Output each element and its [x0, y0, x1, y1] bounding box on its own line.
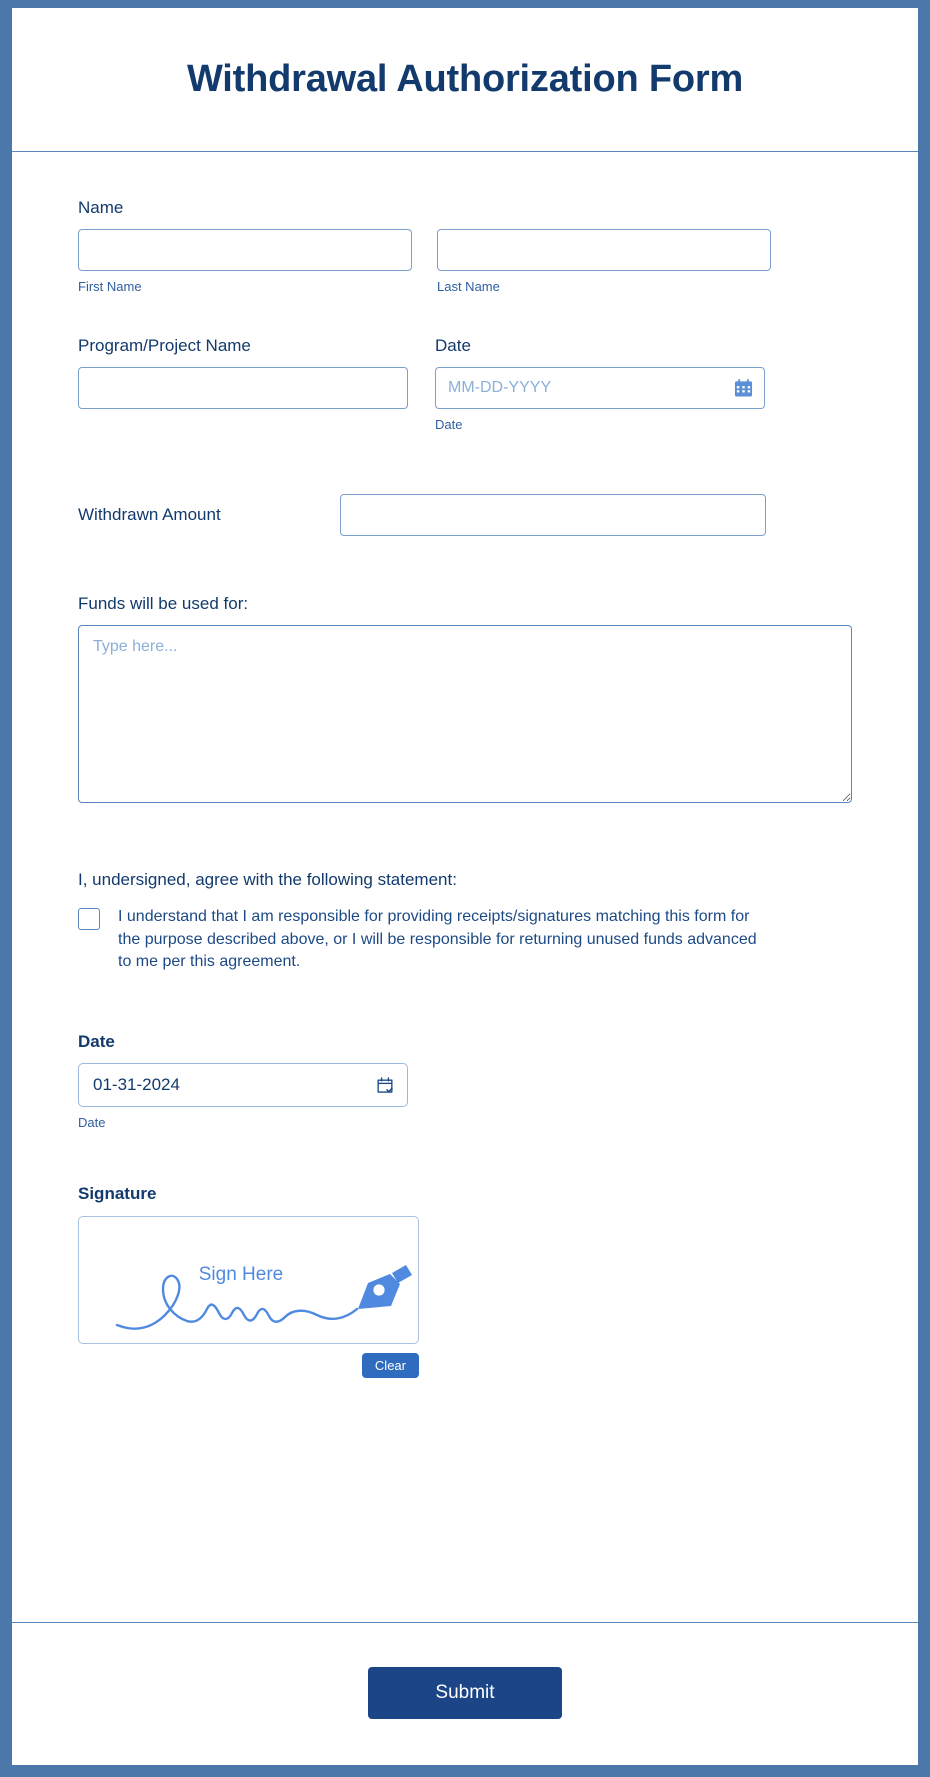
- name-row: [78, 229, 852, 294]
- funds-textarea[interactable]: [78, 625, 852, 803]
- program-date-sublabel: Date: [435, 417, 463, 432]
- program-name-input[interactable]: [78, 367, 408, 409]
- agreement-section: [78, 870, 852, 974]
- first-name-sublabel: First Name: [78, 279, 142, 294]
- withdrawn-amount-input[interactable]: [340, 494, 766, 536]
- agreement-checkbox[interactable]: [78, 908, 100, 930]
- signed-date-sublabel: Date: [78, 1115, 106, 1131]
- name-label: Name: [78, 198, 124, 217]
- first-name-group: [78, 229, 412, 294]
- withdrawn-amount-row: [78, 494, 852, 536]
- signed-date-input[interactable]: [78, 1063, 408, 1107]
- signature-section: [78, 1184, 852, 1378]
- signed-date-wrap: [78, 1063, 408, 1107]
- signature-scribble-icon: [79, 1217, 419, 1344]
- form-header: [12, 8, 918, 152]
- program-name-label: Program/Project Name: [78, 336, 251, 355]
- signature-pad[interactable]: [78, 1216, 419, 1344]
- form-body: [12, 152, 918, 1578]
- program-date-wrap: [435, 367, 765, 409]
- program-name-group: [78, 336, 408, 432]
- page-title: Withdrawal Authorization Form: [186, 58, 744, 100]
- signature-label: Signature: [78, 1184, 157, 1204]
- form-footer: [12, 1622, 918, 1765]
- sign-here-label: Sign Here: [198, 1264, 284, 1286]
- program-date-label: Date: [435, 336, 471, 355]
- program-date-group: [435, 336, 765, 432]
- funds-section: [78, 594, 852, 808]
- last-name-sublabel: Last Name: [437, 279, 500, 294]
- withdrawn-amount-wrap: [340, 494, 766, 536]
- agreement-row: [78, 906, 852, 974]
- program-date-row: [78, 336, 852, 432]
- signed-date-section: [78, 1032, 852, 1130]
- signed-date-label: Date: [78, 1032, 115, 1052]
- clear-row: [78, 1353, 419, 1378]
- clear-signature-button[interactable]: Clear: [362, 1353, 419, 1378]
- last-name-input[interactable]: [437, 229, 771, 271]
- withdrawn-amount-label: Withdrawn Amount: [78, 505, 221, 524]
- first-name-input[interactable]: [78, 229, 412, 271]
- last-name-group: [437, 229, 771, 294]
- agreement-statement: I understand that I am responsible for providing receipts/signatures matching this form for the purpose described above, or I will be responsible for returning unused funds advanced to me per this agreement.: [118, 908, 757, 971]
- agreement-heading: I, undersigned, agree with the following statement:: [78, 870, 457, 889]
- submit-button[interactable]: Submit: [368, 1667, 562, 1719]
- name-section: [78, 198, 852, 294]
- funds-label: Funds will be used for:: [78, 594, 249, 613]
- form-card: [12, 8, 918, 1765]
- program-date-input[interactable]: [435, 367, 765, 409]
- pen-nib-icon: [358, 1265, 412, 1309]
